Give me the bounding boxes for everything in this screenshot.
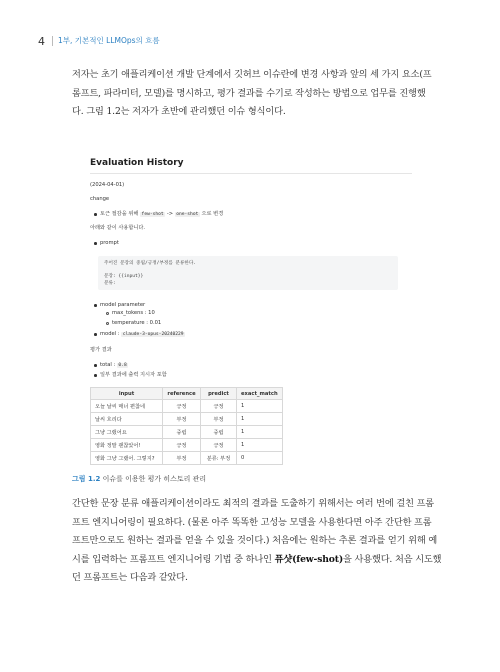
bullet xyxy=(94,374,97,377)
closing-paragraph xyxy=(72,495,444,588)
bullet xyxy=(94,213,97,216)
prompt-line: 분류: xyxy=(104,281,116,286)
cell-input: 그냥 그랬어요 xyxy=(91,426,163,439)
change-item xyxy=(100,210,223,219)
cell-reference: 중립 xyxy=(163,426,201,439)
usage-note: 아래와 같이 사용합니다. xyxy=(90,225,146,231)
header-divider xyxy=(52,36,53,46)
running-header xyxy=(38,34,45,48)
bullet xyxy=(94,364,97,367)
code-few-shot: few-shot xyxy=(141,212,164,217)
table-header-row xyxy=(91,388,283,400)
total-label: total : xyxy=(100,362,116,368)
table-row xyxy=(91,426,283,439)
col-header-predict: predict xyxy=(201,388,237,400)
cell-predict: 분류: 부정 xyxy=(201,452,237,465)
intro-line: 다. 그림 1.2는 저자가 초반에 관리했던 이슈 형식이다. xyxy=(72,106,286,117)
closing-line: 프트만으로도 원하는 결과를 얻을 수 있을 것이다.) 처음에는 원하는 추론 결과를 얻기 위해 예 xyxy=(72,535,438,546)
col-header-reference: reference xyxy=(163,388,201,400)
table-row xyxy=(91,413,283,426)
figure-caption xyxy=(72,474,206,484)
total-line xyxy=(100,361,128,370)
table-row xyxy=(91,400,283,413)
eval-heading: 평가 결과 xyxy=(90,347,112,353)
cell-predict: 중립 xyxy=(201,426,237,439)
col-header-exact-match: exact_match xyxy=(237,388,283,400)
bullet xyxy=(94,304,97,307)
intro-paragraph xyxy=(72,66,444,122)
change-heading: change xyxy=(90,196,110,202)
figure-title: Evaluation History xyxy=(90,158,184,168)
cell-exact-match: 1 xyxy=(237,426,283,439)
closing-line: 던 프롬프트는 다음과 같았다. xyxy=(72,572,188,583)
closing-line-4-pre: 시를 입력하는 프롬프트 엔지니어링 기법 중 하나인 xyxy=(72,553,272,565)
total-value: 0.8 xyxy=(118,363,127,368)
cell-reference: 부정 xyxy=(163,452,201,465)
cell-reference: 긍정 xyxy=(163,400,201,413)
model-value: claude-3-opus-20240229 xyxy=(122,332,184,337)
model-parameter-label: model parameter xyxy=(100,302,146,308)
page-number: 4 xyxy=(38,34,45,48)
closing-line: 프트 엔지니어링이 필요하다. (물론 아주 똑똑한 고성능 모델을 사용한다면 아주 간단한 프롬 xyxy=(72,516,432,528)
cell-exact-match: 0 xyxy=(237,452,283,465)
cell-predict: 긍정 xyxy=(201,439,237,452)
prompt-code-block xyxy=(98,256,398,290)
model-label: model : xyxy=(100,331,120,337)
chapter-title: 1부, 기본적인 LLMOps의 흐름 xyxy=(58,36,160,45)
few-shot-term: 퓨샷(few-shot) xyxy=(274,553,344,565)
cell-input: 영화 정말 괜찮았어! xyxy=(91,439,163,452)
issue-date: (2024-04-01) xyxy=(90,182,125,188)
cell-exact-match: 1 xyxy=(237,413,283,426)
cell-predict: 부정 xyxy=(201,413,237,426)
prompt-line: 문장: {{input}} xyxy=(104,274,144,279)
cell-predict: 긍정 xyxy=(201,400,237,413)
cell-exact-match: 1 xyxy=(237,400,283,413)
caption-label: 그림 1.2 xyxy=(72,475,101,483)
change-item-suffix: 으로 변경 xyxy=(201,211,224,217)
model-line xyxy=(100,330,185,339)
evaluation-history-figure xyxy=(84,150,416,475)
closing-line xyxy=(72,551,444,570)
prompt-label: prompt xyxy=(100,240,119,246)
closing-line: 간단한 문장 분류 애플리케이션이라도 최적의 결과를 도출하기 위해서는 여러 번에 걸친 프롬 xyxy=(72,498,435,509)
intro-line: 롬프트, 파라미터, 모델)를 명시하고, 평가 결과를 수기로 작성하는 방법으로 업무를 진행했 xyxy=(72,87,426,99)
change-item-prefix: 토근 절감을 위해 xyxy=(100,211,139,217)
col-header-input: input xyxy=(91,388,163,400)
table-row xyxy=(91,452,283,465)
cell-reference: 긍정 xyxy=(163,439,201,452)
closing-line-4-post: 을 사용했다. 처음 시도했 xyxy=(343,553,442,565)
title-divider xyxy=(90,173,412,174)
code-one-shot: one-shot xyxy=(176,212,199,217)
cell-input: 영화 그냥 그랬어. 그렇지? xyxy=(91,452,163,465)
prompt-line: 주어진 문장의 중립/긍정/부정를 분류한다. xyxy=(104,261,197,266)
table-row xyxy=(91,439,283,452)
sub-bullet xyxy=(106,322,109,325)
result-note: 일부 결과에 출력 지시자 포함 xyxy=(100,372,167,378)
sub-bullet xyxy=(106,312,109,315)
param-temperature: temperature : 0.01 xyxy=(112,320,162,326)
cell-exact-match: 1 xyxy=(237,439,283,452)
param-max-tokens: max_tokens : 10 xyxy=(112,310,155,316)
intro-line: 저자는 초기 애플리케이션 개발 단계에서 깃허브 이슈란에 변경 사항과 앞의 세 가지 요소(프 xyxy=(72,69,432,80)
results-table xyxy=(90,387,283,465)
change-arrow: -> xyxy=(166,211,174,217)
cell-reference: 부정 xyxy=(163,413,201,426)
caption-text: 이슈를 이용한 평가 히스토리 관리 xyxy=(102,475,207,483)
bullet xyxy=(94,242,97,245)
cell-input: 오늘 날씨 매너 편찮네 xyxy=(91,400,163,413)
bullet xyxy=(94,333,97,336)
cell-input: 날씨 흐리다 xyxy=(91,413,163,426)
